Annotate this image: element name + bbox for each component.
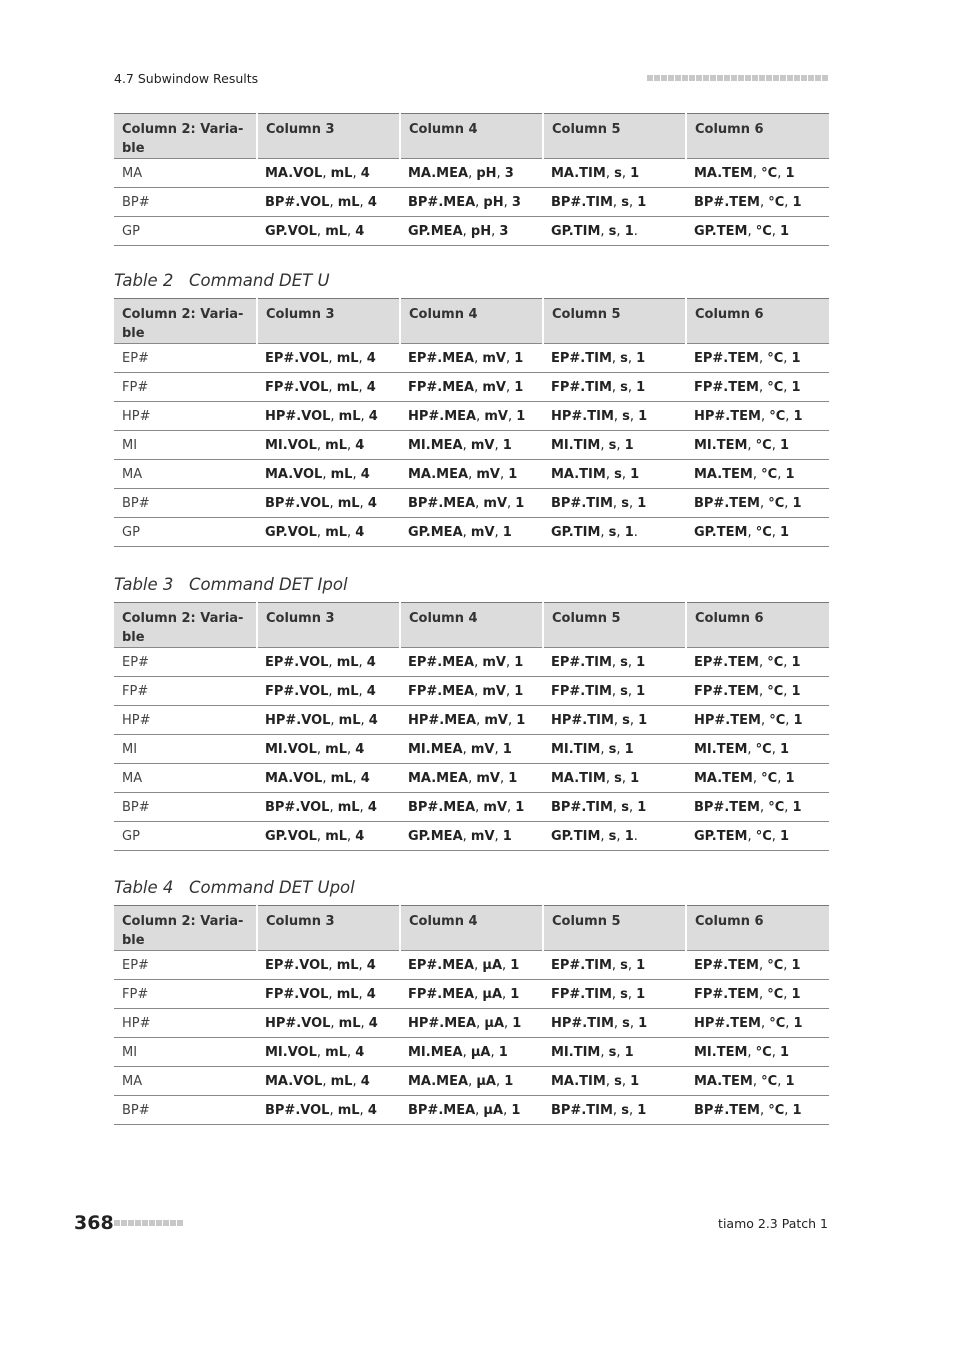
command-cell: HP#.TEM, °C, 1 xyxy=(686,1009,829,1038)
variable-cell: MA xyxy=(114,159,257,188)
table-row xyxy=(114,1096,829,1125)
decoration-square xyxy=(801,75,807,81)
command-cell: HP#.TEM, °C, 1 xyxy=(686,706,829,735)
decoration-square xyxy=(738,75,744,81)
command-cell: GP.MEA, pH, 3 xyxy=(400,217,543,246)
command-cell: BP#.MEA, pH, 3 xyxy=(400,188,543,217)
command-cell: HP#.VOL, mL, 4 xyxy=(257,402,400,431)
command-cell: BP#.MEA, mV, 1 xyxy=(400,793,543,822)
table-header-row xyxy=(114,603,829,648)
column-header: Column 3 xyxy=(257,906,400,951)
column-header: Column 3 xyxy=(257,114,400,159)
table-row xyxy=(114,822,829,851)
running-header-section: 4.7 Subwindow Results xyxy=(114,71,259,86)
variable-cell: MI xyxy=(114,1038,257,1067)
decoration-square xyxy=(794,75,800,81)
column-header: Column 6 xyxy=(686,299,829,344)
table-row xyxy=(114,1009,829,1038)
decoration-square xyxy=(142,1220,148,1226)
table-row xyxy=(114,764,829,793)
command-cell: BP#.MEA, µA, 1 xyxy=(400,1096,543,1125)
variable-cell: BP# xyxy=(114,1096,257,1125)
column-header: Column 3 xyxy=(257,603,400,648)
column-header: Column 4 xyxy=(400,299,543,344)
column-header: Column 5 xyxy=(543,299,686,344)
footer-decoration-squares xyxy=(114,1220,183,1226)
decoration-square xyxy=(780,75,786,81)
variable-cell: MA xyxy=(114,460,257,489)
decoration-square xyxy=(156,1220,162,1226)
table-row xyxy=(114,431,829,460)
command-cell: GP.VOL, mL, 4 xyxy=(257,518,400,547)
variable-cell: GP xyxy=(114,822,257,851)
command-cell: BP#.VOL, mL, 4 xyxy=(257,489,400,518)
command-cell: BP#.TEM, °C, 1 xyxy=(686,793,829,822)
command-cell: GP.MEA, mV, 1 xyxy=(400,822,543,851)
column-header: Column 6 xyxy=(686,114,829,159)
decoration-square xyxy=(766,75,772,81)
table-caption-number: Table 2 xyxy=(114,271,174,290)
table-row xyxy=(114,460,829,489)
table-row xyxy=(114,159,829,188)
command-cell: MI.MEA, µA, 1 xyxy=(400,1038,543,1067)
decoration-square xyxy=(128,1220,134,1226)
table-row xyxy=(114,648,829,677)
variable-cell: FP# xyxy=(114,980,257,1009)
command-cell: EP#.VOL, mL, 4 xyxy=(257,648,400,677)
command-cell: BP#.TEM, °C, 1 xyxy=(686,489,829,518)
column-header: Column 5 xyxy=(543,603,686,648)
command-cell: MA.TIM, s, 1 xyxy=(543,159,686,188)
command-cell: GP.TIM, s, 1. xyxy=(543,217,686,246)
command-cell: MI.VOL, mL, 4 xyxy=(257,431,400,460)
decoration-square xyxy=(808,75,814,81)
decoration-square xyxy=(773,75,779,81)
table-row xyxy=(114,373,829,402)
decoration-square xyxy=(668,75,674,81)
decoration-square xyxy=(787,75,793,81)
decoration-square xyxy=(163,1220,169,1226)
table-row xyxy=(114,518,829,547)
decoration-square xyxy=(731,75,737,81)
variable-cell: MA xyxy=(114,1067,257,1096)
command-cell: HP#.TIM, s, 1 xyxy=(543,706,686,735)
table-row xyxy=(114,344,829,373)
command-cell: MI.VOL, mL, 4 xyxy=(257,735,400,764)
decoration-square xyxy=(149,1220,155,1226)
header-decoration-squares xyxy=(647,75,828,81)
variable-cell: GP xyxy=(114,217,257,246)
command-table xyxy=(114,602,829,851)
results-table-det-ipol xyxy=(114,574,829,851)
column-header: Column 6 xyxy=(686,603,829,648)
command-cell: MA.MEA, mV, 1 xyxy=(400,460,543,489)
command-cell: FP#.TEM, °C, 1 xyxy=(686,373,829,402)
command-cell: HP#.MEA, mV, 1 xyxy=(400,402,543,431)
results-table-1 xyxy=(114,113,829,246)
command-cell: MA.TIM, s, 1 xyxy=(543,764,686,793)
table-header-row xyxy=(114,114,829,159)
page-number: 368 xyxy=(74,1212,114,1234)
table-row xyxy=(114,402,829,431)
footer-product-name: tiamo 2.3 Patch 1 xyxy=(718,1216,828,1231)
table-caption-title: Command DET Upol xyxy=(189,878,355,897)
command-cell: FP#.MEA, mV, 1 xyxy=(400,677,543,706)
decoration-square xyxy=(661,75,667,81)
variable-cell: MI xyxy=(114,431,257,460)
command-cell: MA.TIM, s, 1 xyxy=(543,460,686,489)
table-caption xyxy=(114,877,829,905)
command-cell: BP#.TEM, °C, 1 xyxy=(686,188,829,217)
command-cell: BP#.MEA, mV, 1 xyxy=(400,489,543,518)
command-cell: EP#.TIM, s, 1 xyxy=(543,951,686,980)
command-cell: MI.VOL, mL, 4 xyxy=(257,1038,400,1067)
table-row xyxy=(114,793,829,822)
command-cell: MA.TEM, °C, 1 xyxy=(686,159,829,188)
variable-cell: GP xyxy=(114,518,257,547)
command-cell: EP#.MEA, mV, 1 xyxy=(400,648,543,677)
decoration-square xyxy=(703,75,709,81)
command-cell: GP.TEM, °C, 1 xyxy=(686,518,829,547)
command-cell: MI.TEM, °C, 1 xyxy=(686,431,829,460)
command-cell: MI.TEM, °C, 1 xyxy=(686,1038,829,1067)
command-cell: MA.MEA, mV, 1 xyxy=(400,764,543,793)
column-header: Column 2: Varia- ble xyxy=(114,114,257,159)
command-table xyxy=(114,905,829,1125)
column-header: Column 4 xyxy=(400,906,543,951)
command-cell: HP#.VOL, mL, 4 xyxy=(257,1009,400,1038)
command-cell: MI.TEM, °C, 1 xyxy=(686,735,829,764)
table-caption xyxy=(114,270,829,298)
column-header: Column 6 xyxy=(686,906,829,951)
variable-cell: HP# xyxy=(114,1009,257,1038)
command-cell: FP#.TIM, s, 1 xyxy=(543,677,686,706)
command-cell: MI.TIM, s, 1 xyxy=(543,735,686,764)
table-caption-number: Table 4 xyxy=(114,878,174,897)
variable-cell: HP# xyxy=(114,706,257,735)
command-cell: FP#.VOL, mL, 4 xyxy=(257,373,400,402)
decoration-square xyxy=(752,75,758,81)
command-cell: MA.VOL, mL, 4 xyxy=(257,1067,400,1096)
decoration-square xyxy=(815,75,821,81)
decoration-square xyxy=(759,75,765,81)
table-caption-title: Command DET U xyxy=(189,271,330,290)
variable-cell: FP# xyxy=(114,373,257,402)
command-cell: BP#.TEM, °C, 1 xyxy=(686,1096,829,1125)
command-cell: BP#.VOL, mL, 4 xyxy=(257,1096,400,1125)
command-cell: GP.TEM, °C, 1 xyxy=(686,822,829,851)
command-cell: HP#.MEA, µA, 1 xyxy=(400,1009,543,1038)
command-cell: FP#.MEA, mV, 1 xyxy=(400,373,543,402)
command-cell: EP#.VOL, mL, 4 xyxy=(257,951,400,980)
table-caption xyxy=(114,574,829,602)
variable-cell: MI xyxy=(114,735,257,764)
results-table-det-upol xyxy=(114,877,829,1125)
command-cell: MI.MEA, mV, 1 xyxy=(400,431,543,460)
command-cell: FP#.MEA, µA, 1 xyxy=(400,980,543,1009)
command-cell: EP#.TIM, s, 1 xyxy=(543,344,686,373)
table-header-row xyxy=(114,299,829,344)
table-row xyxy=(114,217,829,246)
command-cell: FP#.VOL, mL, 4 xyxy=(257,677,400,706)
variable-cell: BP# xyxy=(114,188,257,217)
table-row xyxy=(114,980,829,1009)
table-row xyxy=(114,706,829,735)
command-cell: GP.TIM, s, 1. xyxy=(543,518,686,547)
table-header-row xyxy=(114,906,829,951)
command-cell: MA.VOL, mL, 4 xyxy=(257,460,400,489)
variable-cell: HP# xyxy=(114,402,257,431)
command-cell: EP#.TEM, °C, 1 xyxy=(686,951,829,980)
table-row xyxy=(114,1038,829,1067)
command-cell: MA.TEM, °C, 1 xyxy=(686,1067,829,1096)
decoration-square xyxy=(675,75,681,81)
command-table xyxy=(114,298,829,547)
column-header: Column 2: Varia- ble xyxy=(114,906,257,951)
command-cell: MA.MEA, pH, 3 xyxy=(400,159,543,188)
column-header: Column 2: Varia- ble xyxy=(114,299,257,344)
command-cell: MI.TIM, s, 1 xyxy=(543,1038,686,1067)
variable-cell: EP# xyxy=(114,951,257,980)
column-header: Column 5 xyxy=(543,906,686,951)
decoration-square xyxy=(135,1220,141,1226)
command-cell: BP#.TIM, s, 1 xyxy=(543,793,686,822)
command-cell: EP#.TEM, °C, 1 xyxy=(686,344,829,373)
column-header: Column 3 xyxy=(257,299,400,344)
decoration-square xyxy=(717,75,723,81)
table-row xyxy=(114,188,829,217)
decoration-square xyxy=(177,1220,183,1226)
decoration-square xyxy=(710,75,716,81)
decoration-square xyxy=(745,75,751,81)
table-caption-number: Table 3 xyxy=(114,575,174,594)
command-cell: MI.MEA, mV, 1 xyxy=(400,735,543,764)
command-cell: BP#.TIM, s, 1 xyxy=(543,1096,686,1125)
decoration-square xyxy=(121,1220,127,1226)
column-header: Column 4 xyxy=(400,603,543,648)
command-cell: BP#.TIM, s, 1 xyxy=(543,489,686,518)
command-cell: HP#.VOL, mL, 4 xyxy=(257,706,400,735)
table-row xyxy=(114,951,829,980)
command-cell: EP#.TIM, s, 1 xyxy=(543,648,686,677)
command-cell: EP#.MEA, mV, 1 xyxy=(400,344,543,373)
column-header: Column 5 xyxy=(543,114,686,159)
column-header: Column 2: Varia- ble xyxy=(114,603,257,648)
decoration-square xyxy=(647,75,653,81)
command-table xyxy=(114,113,829,246)
command-cell: GP.VOL, mL, 4 xyxy=(257,822,400,851)
table-row xyxy=(114,735,829,764)
command-cell: HP#.MEA, mV, 1 xyxy=(400,706,543,735)
decoration-square xyxy=(822,75,828,81)
command-cell: HP#.TIM, s, 1 xyxy=(543,402,686,431)
command-cell: GP.TIM, s, 1. xyxy=(543,822,686,851)
command-cell: GP.TEM, °C, 1 xyxy=(686,217,829,246)
command-cell: BP#.VOL, mL, 4 xyxy=(257,793,400,822)
command-cell: MA.VOL, mL, 4 xyxy=(257,764,400,793)
command-cell: MI.TIM, s, 1 xyxy=(543,431,686,460)
column-header: Column 4 xyxy=(400,114,543,159)
command-cell: MA.TEM, °C, 1 xyxy=(686,764,829,793)
command-cell: HP#.TEM, °C, 1 xyxy=(686,402,829,431)
variable-cell: MA xyxy=(114,764,257,793)
command-cell: HP#.TIM, s, 1 xyxy=(543,1009,686,1038)
command-cell: BP#.VOL, mL, 4 xyxy=(257,188,400,217)
table-caption-title: Command DET Ipol xyxy=(189,575,348,594)
decoration-square xyxy=(724,75,730,81)
decoration-square xyxy=(114,1220,120,1226)
decoration-square xyxy=(170,1220,176,1226)
variable-cell: BP# xyxy=(114,793,257,822)
command-cell: EP#.VOL, mL, 4 xyxy=(257,344,400,373)
variable-cell: BP# xyxy=(114,489,257,518)
command-cell: MA.TEM, °C, 1 xyxy=(686,460,829,489)
table-row xyxy=(114,677,829,706)
command-cell: EP#.TEM, °C, 1 xyxy=(686,648,829,677)
command-cell: EP#.MEA, µA, 1 xyxy=(400,951,543,980)
command-cell: GP.VOL, mL, 4 xyxy=(257,217,400,246)
table-row xyxy=(114,1067,829,1096)
command-cell: FP#.TIM, s, 1 xyxy=(543,980,686,1009)
command-cell: GP.MEA, mV, 1 xyxy=(400,518,543,547)
command-cell: FP#.TEM, °C, 1 xyxy=(686,980,829,1009)
command-cell: MA.TIM, s, 1 xyxy=(543,1067,686,1096)
variable-cell: EP# xyxy=(114,344,257,373)
command-cell: FP#.VOL, mL, 4 xyxy=(257,980,400,1009)
command-cell: FP#.TEM, °C, 1 xyxy=(686,677,829,706)
decoration-square xyxy=(689,75,695,81)
command-cell: FP#.TIM, s, 1 xyxy=(543,373,686,402)
decoration-square xyxy=(682,75,688,81)
decoration-square xyxy=(696,75,702,81)
table-row xyxy=(114,489,829,518)
command-cell: BP#.TIM, s, 1 xyxy=(543,188,686,217)
decoration-square xyxy=(654,75,660,81)
results-table-det-u xyxy=(114,270,829,547)
variable-cell: EP# xyxy=(114,648,257,677)
command-cell: MA.VOL, mL, 4 xyxy=(257,159,400,188)
command-cell: MA.MEA, µA, 1 xyxy=(400,1067,543,1096)
variable-cell: FP# xyxy=(114,677,257,706)
